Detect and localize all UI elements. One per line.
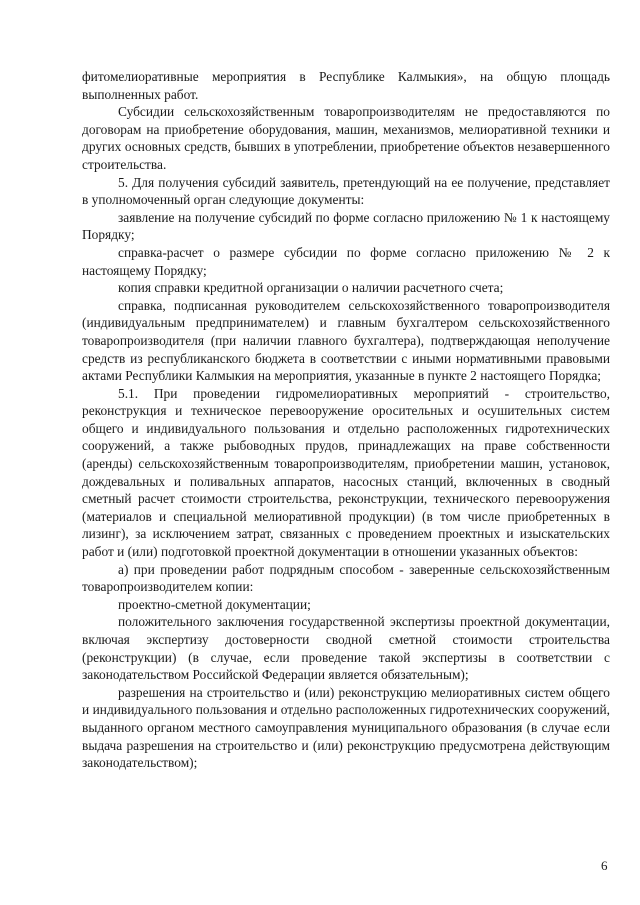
paragraph-3: 5. Для получения субсидий заявитель, претендующий на ее получение, представляет в уполномоченный орган следующие документы: xyxy=(82,174,610,208)
paragraph-9: а) при проведении работ подрядным способом - заверенные сельскохозяйственным товаропроизводителем копии: xyxy=(82,561,610,595)
paragraph-12: разрешения на строительство и (или) реконструкцию мелиоративных систем общего и индивидуального пользования и отдельно расположенных гидротехнических сооружений, выданного органом местного самоуправления муниципального образования (в случае если выдача разрешения на строительство и (или) реконструкцию предусмотрена действующим законодательством); xyxy=(82,684,610,771)
paragraph-10: проектно-сметной документации; xyxy=(118,596,311,612)
paragraph-6: копия справки кредитной организации о наличии расчетного счета; xyxy=(118,280,504,296)
paragraph-2: Субсидии сельскохозяйственным товаропроизводителям не предоставляются по договорам на приобретение оборудования, машин, механизмов, мелиоративной техники и других основных средств, бывших в употреблении, приобретение объектов незавершенного строительства. xyxy=(82,104,610,172)
paragraph-8: 5.1. При проведении гидромелиоративных мероприятий - строительство, реконструкция и техническое перевооружение оросительных и осушительных систем общего и индивидуального пользования и отдельно расположенных гидротехнических сооружений, а также рыбоводных прудов, принадлежащих на праве собственности (аренды) сельскохозяйственным товаропроизводителям, приобретении машин, установок, дождевальных и поливальных аппаратов, насосных станций, включенных в сводный сметный расчет стоимости строительства, реконструкции, технического перевооружения (материалов и специальной мелиоративной продукции) (в том числе приобретенных в лизинг), за исключением затрат, связанных с проведением проектных и изыскательских работ и (или) подготовкой проектной документации в отношении указанных объектов: xyxy=(82,385,610,560)
paragraph-5: справка-расчет о размере субсидии по форме согласно приложению № 2 к настоящему Порядку; xyxy=(82,244,610,278)
page-number: 6 xyxy=(601,858,608,873)
document-body xyxy=(82,68,610,772)
paragraph-7: справка, подписанная руководителем сельскохозяйственного товаропроизводителя (индивидуальным предпринимателем) и главным бухгалтером сельскохозяйственного товаропроизводителя (при наличии главного бухгалтера), подтверждающая неполучение средств из республиканского бюджета в соответствии с иными нормативными правовыми актами Республики Калмыкия на мероприятия, указанные в пункте 2 настоящего Порядка; xyxy=(82,297,610,384)
paragraph-1: фитомелиоративные мероприятия в Республике Калмыкия», на общую площадь выполненных работ. xyxy=(82,69,610,102)
paragraph-11: положительного заключения государственной экспертизы проектной документации, включая экспертизу достоверности сводной сметной стоимости строительства (реконструкции) (в случае, если проведение такой экспертизы в соответствии с законодательством Российской Федерации является обязательным); xyxy=(82,614,610,683)
paragraph-4: заявление на получение субсидий по форме согласно приложению № 1 к настоящему Порядку; xyxy=(82,209,610,243)
